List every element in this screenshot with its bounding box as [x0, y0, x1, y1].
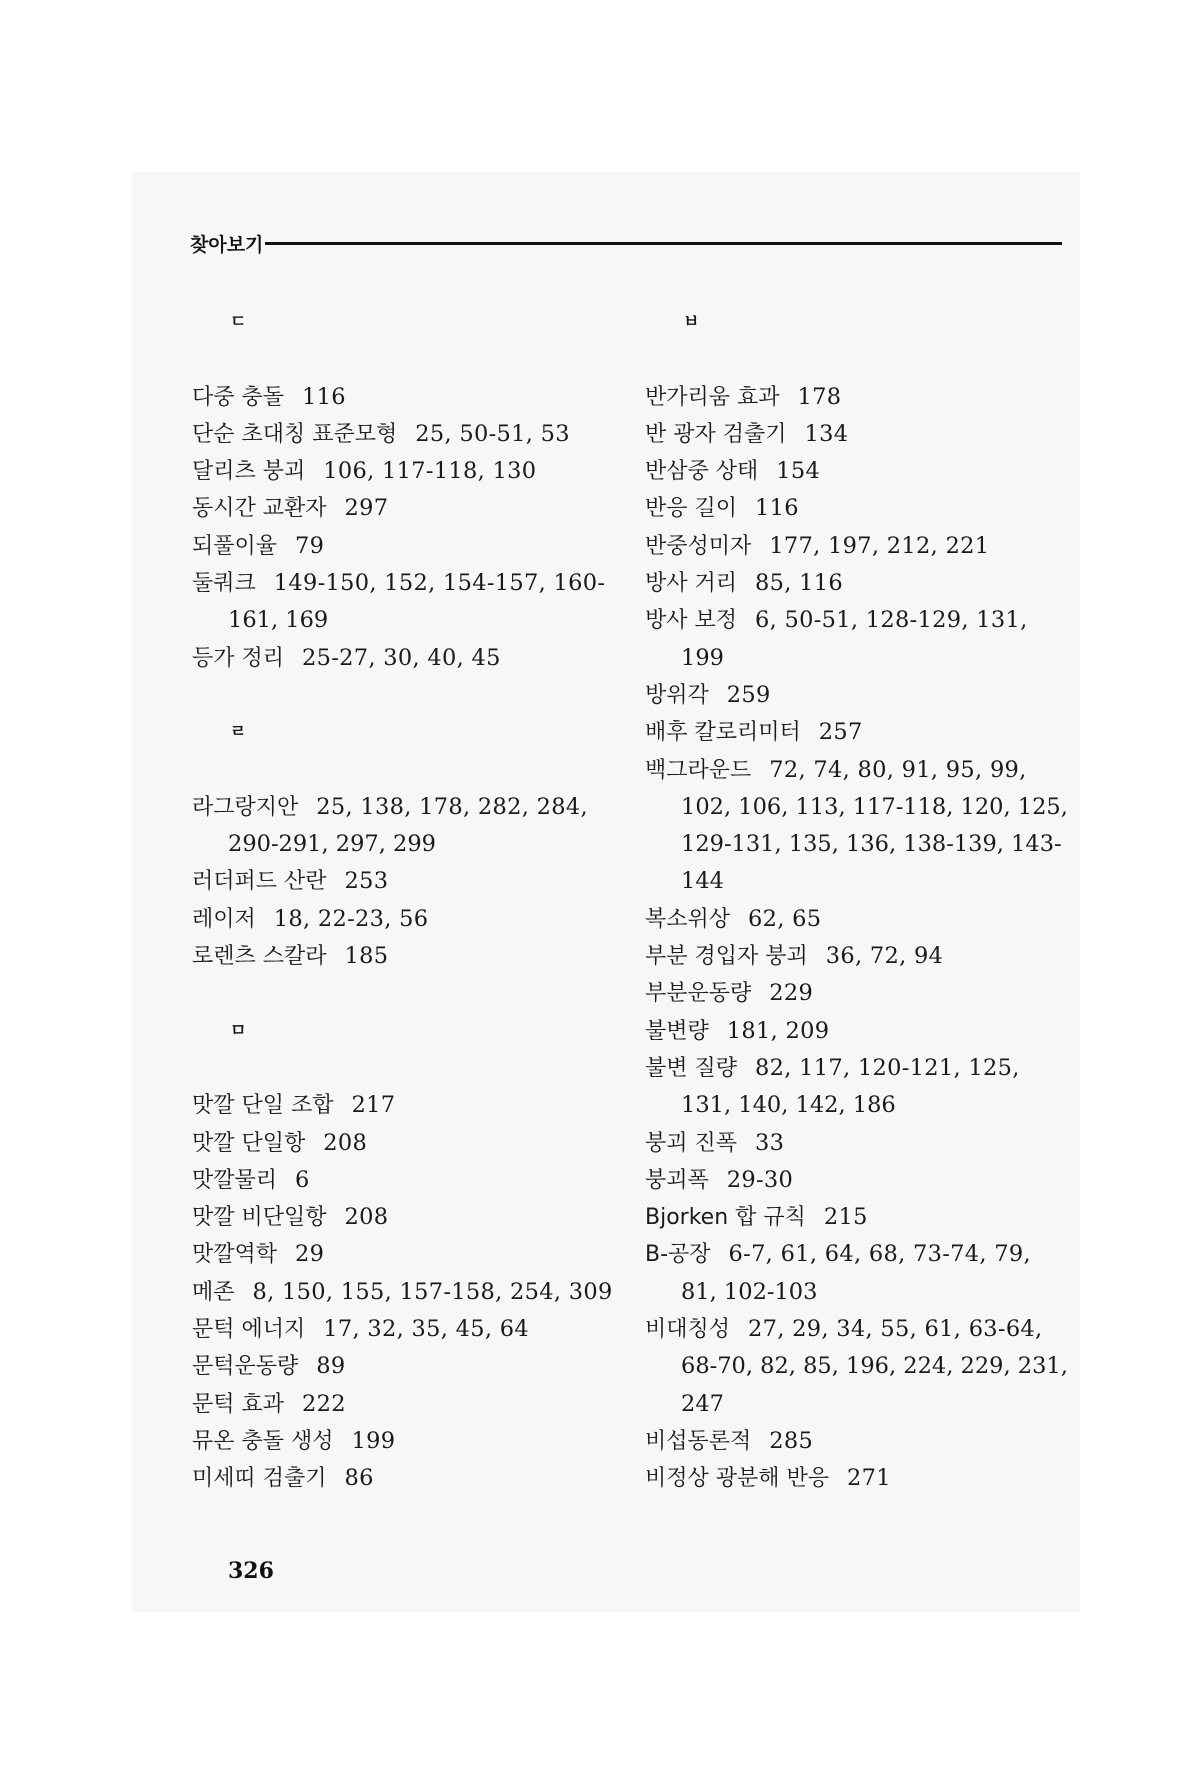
index-pages: 33 — [755, 1129, 785, 1156]
index-entry — [645, 1423, 1070, 1460]
index-pages: 177, 197, 212, 221 — [769, 532, 990, 559]
index-term: 비섭동론적 — [645, 1428, 752, 1454]
index-entry — [192, 416, 612, 453]
index-entry — [192, 1423, 612, 1460]
index-entry — [645, 416, 1070, 453]
index-term: 러더퍼드 산란 — [192, 869, 327, 895]
blank-line — [192, 341, 612, 378]
index-pages: 6-7, 61, 64, 68, 73-74, 79, — [728, 1241, 1031, 1268]
index-entry — [192, 565, 612, 602]
index-pages: 36, 72, 94 — [825, 943, 944, 970]
index-term: 둘쿼크 — [192, 571, 256, 597]
index-entry — [192, 1087, 612, 1124]
index-pages: 29-30 — [726, 1166, 794, 1193]
index-entry — [645, 714, 1070, 751]
index-pages: 134 — [804, 420, 849, 447]
index-term: 비정상 광분해 반응 — [645, 1466, 830, 1492]
index-entry — [645, 938, 1070, 975]
index-term: 부분운동량 — [645, 981, 752, 1007]
index-pages: 217 — [351, 1092, 396, 1119]
index-entry — [645, 1125, 1070, 1162]
index-term: 불변량 — [645, 1018, 709, 1044]
index-term: 되풀이율 — [192, 533, 278, 559]
index-section-heading: ㅂ — [683, 312, 700, 332]
index-pages: 222 — [302, 1390, 346, 1417]
index-entry — [645, 1162, 1070, 1199]
index-term: 문턱운동량 — [192, 1354, 299, 1380]
index-pages: 79 — [295, 532, 325, 559]
index-pages: 17, 32, 35, 45, 64 — [323, 1316, 530, 1343]
index-term: 등가 정리 — [192, 645, 285, 671]
index-entry — [192, 490, 612, 527]
index-term: 단순 초대칭 표준모형 — [192, 421, 398, 447]
blank-line — [645, 341, 1070, 378]
index-term: 반가리움 효과 — [645, 384, 780, 410]
index-term: 라그랑지안 — [192, 794, 299, 820]
index-entry-continuation: 81, 102-103 — [681, 1278, 818, 1305]
index-entry — [645, 901, 1070, 938]
index-entry — [645, 677, 1070, 714]
index-pages: 82, 117, 120-121, 125, — [755, 1054, 1020, 1081]
index-section-heading: ㅁ — [230, 1020, 247, 1041]
index-term: 복소위상 — [645, 906, 731, 932]
header-title: 찾아보기 — [190, 233, 264, 256]
index-term: Bjorken 합 규칙 — [645, 1205, 806, 1231]
index-entry-continuation: 131, 140, 142, 186 — [681, 1092, 896, 1119]
index-term: 뮤온 충돌 생성 — [192, 1428, 334, 1454]
index-pages: 8, 150, 155, 157-158, 254, 309 — [252, 1278, 613, 1305]
index-term: 붕괴 진폭 — [645, 1130, 738, 1156]
blank-line — [192, 975, 612, 1012]
index-entry-continuation: 199 — [681, 644, 724, 671]
index-term: 미세띠 검출기 — [192, 1466, 327, 1492]
index-entry — [645, 975, 1070, 1012]
index-pages: 285 — [769, 1427, 814, 1454]
index-entry — [192, 1274, 612, 1311]
index-pages: 6, 50-51, 128-129, 131, — [755, 607, 1028, 634]
index-term: B-공장 — [645, 1242, 711, 1268]
page-number: 326 — [228, 1558, 274, 1584]
index-pages: 199 — [351, 1427, 396, 1454]
index-pages: 25-27, 30, 40, 45 — [302, 644, 501, 671]
index-term: 비대칭성 — [645, 1317, 731, 1343]
index-entry-continuation: 290-291, 297, 299 — [228, 831, 436, 858]
index-pages: 181, 209 — [726, 1017, 830, 1044]
index-entry — [192, 528, 612, 565]
index-entry — [645, 752, 1070, 789]
index-pages: 29 — [295, 1241, 325, 1268]
index-entry-continuation: 161, 169 — [228, 607, 329, 634]
index-pages: 116 — [755, 495, 799, 522]
index-pages: 89 — [316, 1353, 346, 1380]
index-term: 반응 길이 — [645, 496, 738, 522]
index-column-right — [645, 304, 1070, 1498]
index-pages: 259 — [726, 681, 771, 708]
index-pages: 149-150, 152, 154-157, 160- — [273, 570, 606, 597]
index-pages: 215 — [823, 1204, 868, 1231]
index-pages: 116 — [302, 383, 346, 410]
index-pages: 208 — [344, 1204, 389, 1231]
index-term: 백그라운드 — [645, 757, 752, 783]
index-entry — [645, 1199, 1070, 1236]
index-term: 메존 — [192, 1279, 235, 1305]
index-pages: 297 — [344, 495, 389, 522]
index-entry — [645, 1050, 1070, 1087]
index-entry-continuation: 144 — [681, 868, 724, 895]
blank-line — [192, 752, 612, 789]
index-entry — [192, 640, 612, 677]
index-term: 동시간 교환자 — [192, 496, 327, 522]
index-entry-continuation: 247 — [681, 1390, 724, 1417]
index-term: 로렌츠 스칼라 — [192, 944, 327, 970]
index-term: 다중 충돌 — [192, 384, 285, 410]
index-term: 반삼중 상태 — [645, 459, 759, 485]
index-entry — [192, 453, 612, 490]
index-entry — [192, 938, 612, 975]
index-pages: 106, 117-118, 130 — [323, 458, 537, 485]
index-term: 맛깔 비단일항 — [192, 1205, 327, 1231]
index-entry — [645, 1460, 1070, 1497]
index-term: 맛깔 단일항 — [192, 1130, 306, 1156]
index-pages: 62, 65 — [748, 905, 822, 932]
index-entry — [192, 901, 612, 938]
index-entry-continuation: 68-70, 82, 85, 196, 224, 229, 231, — [681, 1353, 1068, 1380]
index-pages: 257 — [818, 719, 863, 746]
index-term: 맛깔역학 — [192, 1242, 278, 1268]
header-rule — [265, 242, 1062, 245]
index-entry — [192, 379, 612, 416]
index-term: 맛깔 단일 조합 — [192, 1093, 334, 1119]
index-pages: 27, 29, 34, 55, 61, 63-64, — [748, 1316, 1043, 1343]
blank-line — [192, 677, 612, 714]
index-term: 달리츠 붕괴 — [192, 459, 306, 485]
index-entry — [192, 1311, 612, 1348]
index-pages: 25, 50-51, 53 — [415, 420, 570, 447]
index-entry — [645, 1311, 1070, 1348]
index-entry — [192, 1460, 612, 1497]
index-term: 맛깔물리 — [192, 1167, 278, 1193]
index-entry — [645, 1013, 1070, 1050]
index-term: 반 광자 검출기 — [645, 421, 787, 447]
index-pages: 253 — [344, 868, 389, 895]
index-entry-continuation: 129-131, 135, 136, 138-139, 143- — [681, 831, 1062, 858]
index-term: 부분 경입자 붕괴 — [645, 944, 808, 970]
index-pages: 154 — [776, 458, 821, 485]
index-entry — [645, 528, 1070, 565]
index-term: 레이저 — [192, 906, 256, 932]
index-pages: 6 — [295, 1166, 310, 1193]
index-pages: 208 — [323, 1129, 368, 1156]
index-entry — [192, 1125, 612, 1162]
index-entry — [645, 565, 1070, 602]
index-term: 문턱 효과 — [192, 1391, 285, 1417]
index-pages: 72, 74, 80, 91, 95, 99, — [769, 756, 1027, 783]
index-pages: 271 — [847, 1465, 891, 1492]
index-entry — [192, 789, 612, 826]
index-entry — [645, 1236, 1070, 1273]
index-pages: 18, 22-23, 56 — [273, 905, 429, 932]
index-entry-continuation: 102, 106, 113, 117-118, 120, 125, — [681, 793, 1068, 820]
index-entry — [192, 1236, 612, 1273]
blank-line — [192, 1050, 612, 1087]
index-pages: 178 — [797, 383, 842, 410]
index-term: 반중성미자 — [645, 533, 752, 559]
index-entry — [192, 1199, 612, 1236]
running-header — [190, 228, 1062, 258]
index-entry — [192, 1386, 612, 1423]
index-entry — [645, 379, 1070, 416]
index-term: 문턱 에너지 — [192, 1317, 306, 1343]
index-term: 방사 거리 — [645, 571, 738, 597]
index-entry — [645, 490, 1070, 527]
index-pages: 86 — [344, 1465, 374, 1492]
index-section-heading: ㄹ — [230, 722, 247, 743]
index-entry — [192, 863, 612, 900]
index-pages: 185 — [344, 943, 389, 970]
index-term: 배후 칼로리미터 — [645, 720, 801, 746]
index-entry — [192, 1162, 612, 1199]
index-term: 방사 보정 — [645, 608, 738, 634]
index-entry — [645, 602, 1070, 639]
index-term: 붕괴폭 — [645, 1167, 709, 1193]
index-section-heading: ㄷ — [230, 312, 247, 332]
index-pages: 229 — [769, 980, 814, 1007]
index-term: 불변 질량 — [645, 1055, 738, 1081]
index-pages: 25, 138, 178, 282, 284, — [316, 793, 588, 820]
index-pages: 85, 116 — [755, 570, 843, 597]
index-entry — [645, 453, 1070, 490]
index-entry — [192, 1348, 612, 1385]
index-column-left — [192, 304, 612, 1498]
index-term: 방위각 — [645, 682, 709, 708]
